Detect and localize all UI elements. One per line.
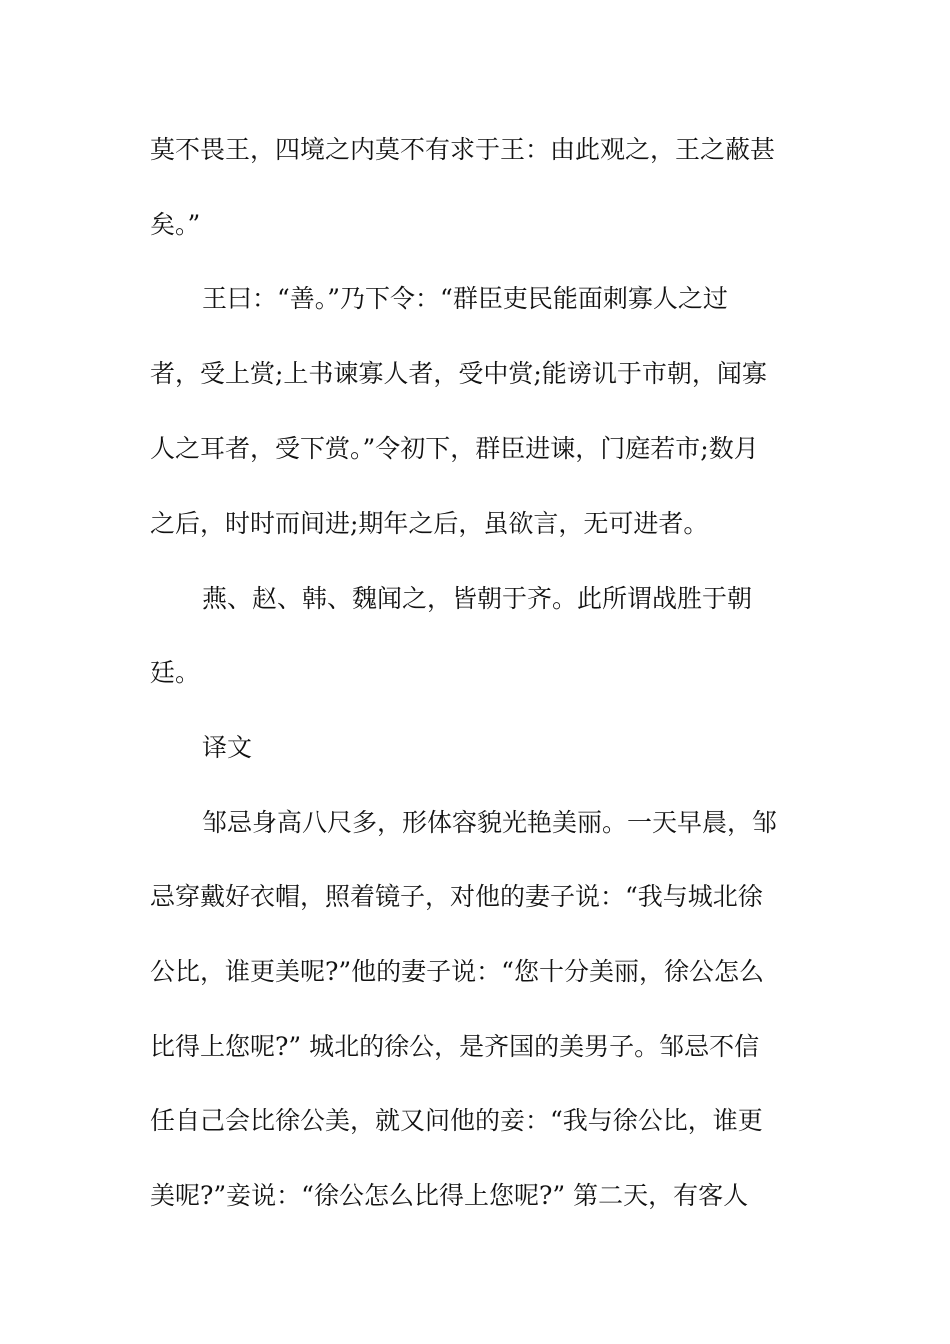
text-line: 矣。”	[150, 210, 201, 239]
text-line: 莫不畏王，四境之内莫不有求于王：由此观之，王之蔽甚	[150, 135, 776, 164]
text-line: 人之耳者，受下赏。”令初下，群臣进谏，门庭若市;数月	[150, 434, 759, 463]
text-line: 公比，谁更美呢?”他的妻子说：“您十分美丽，徐公怎么	[150, 957, 764, 986]
text-line: 王曰：“善。”乃下令：“群臣吏民能面刺寡人之过	[202, 284, 728, 313]
text-line: 之后，时时而间进;期年之后，虽欲言，无可进者。	[150, 509, 709, 538]
text-line: 燕、赵、韩、魏闻之，皆朝于齐。此所谓战胜于朝	[202, 584, 753, 613]
text-line: 廷。	[150, 658, 201, 687]
section-heading: 译文	[202, 733, 253, 762]
text-line: 比得上您呢?” 城北的徐公，是齐国的美男子。邹忌不信	[150, 1032, 760, 1061]
text-line: 邹忌身高八尺多，形体容貌光艳美丽。一天早晨，邹	[202, 808, 778, 837]
text-line: 者，受上赏;上书谏寡人者，受中赏;能谤讥于市朝，闻寡	[150, 359, 767, 388]
text-line: 美呢?”妾说：“徐公怎么比得上您呢?” 第二天，有客人	[150, 1181, 749, 1210]
text-line: 忌穿戴好衣帽，照着镜子，对他的妻子说：“我与城北徐	[150, 882, 763, 911]
text-line: 任自己会比徐公美，就又问他的妾：“我与徐公比，谁更	[150, 1106, 763, 1135]
